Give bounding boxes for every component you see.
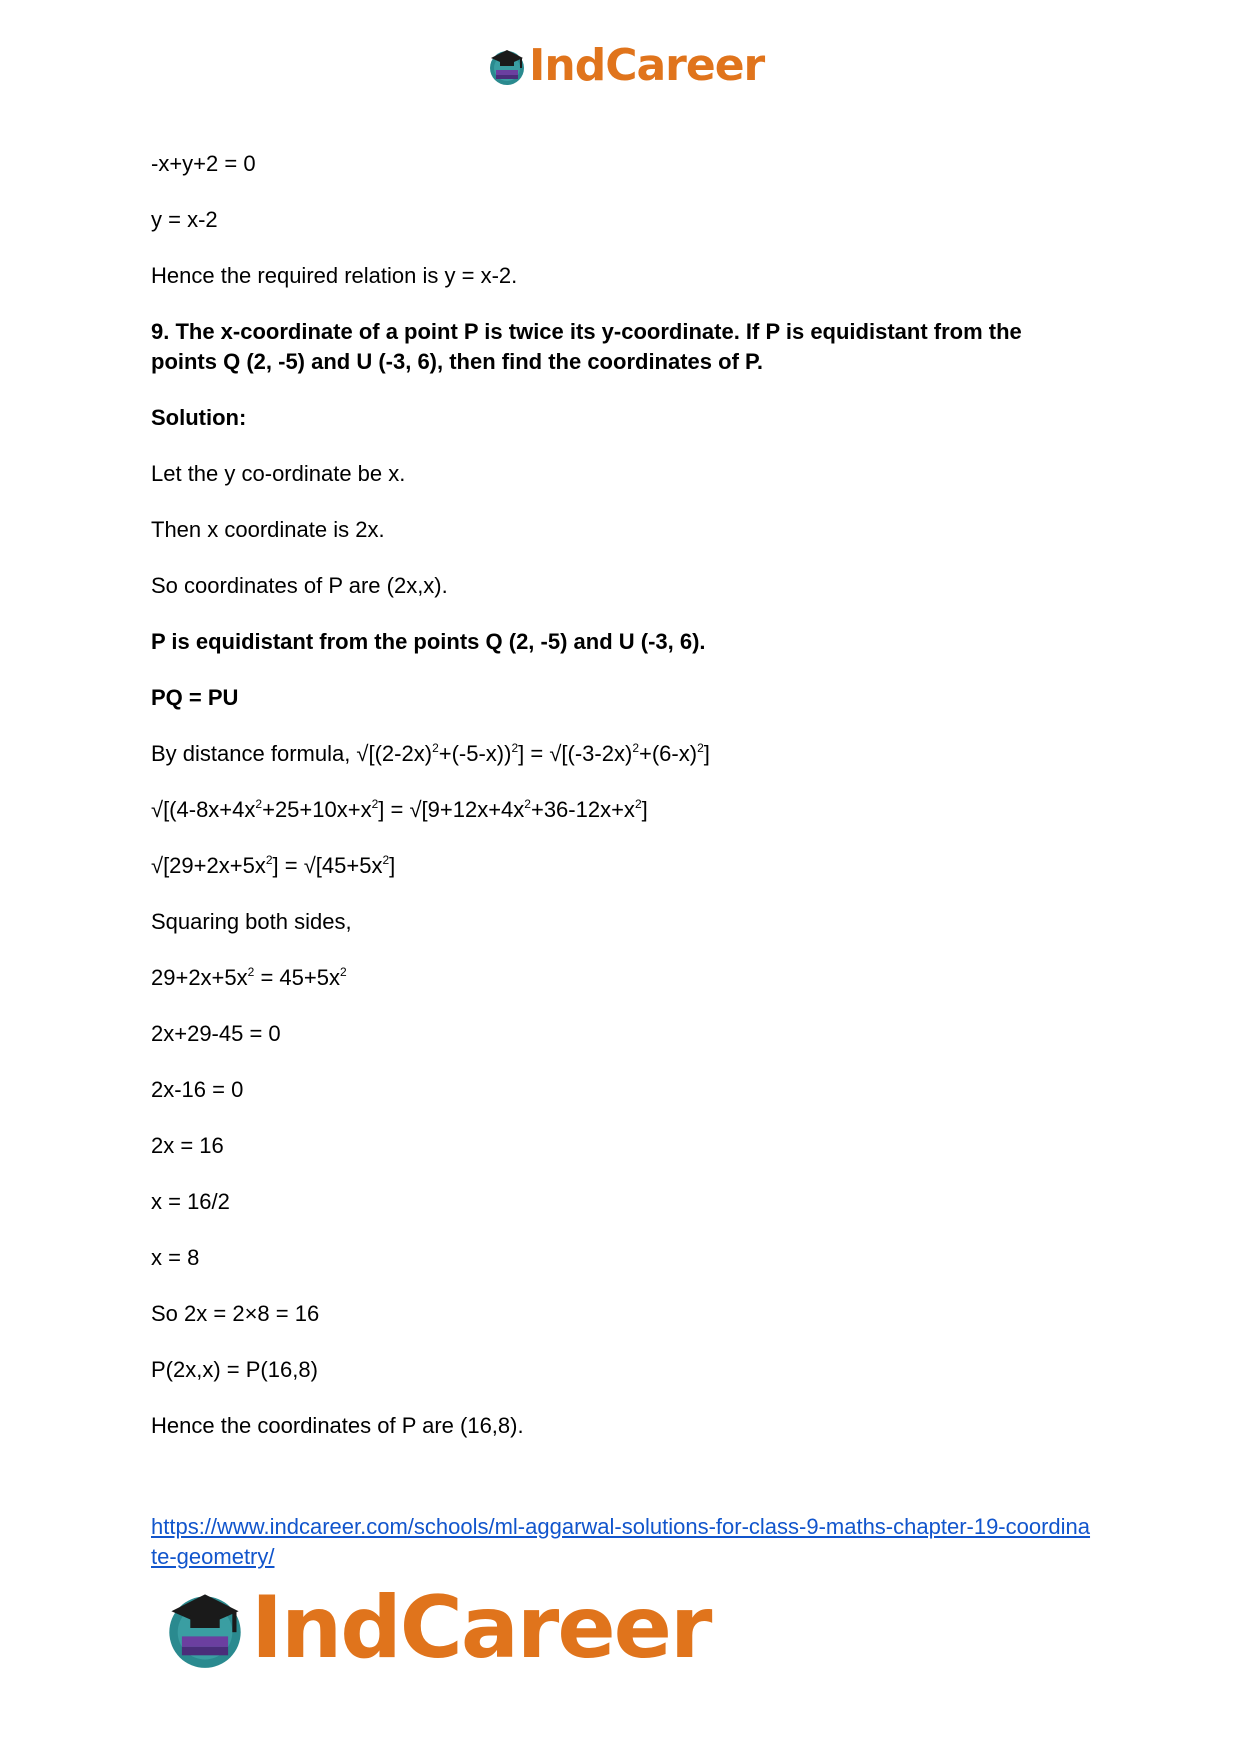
equation-step: 2x-16 = 0 (151, 1077, 244, 1102)
text-line: -x+y+2 = 0 (151, 151, 256, 176)
simplified-line: $√[29+2x+5x^2] = √[45+5x^2]$ (151, 853, 396, 878)
equation-step: x = 8 (151, 1245, 200, 1270)
solution-step: Let the y co-ordinate be x. (151, 461, 406, 486)
source-url-link[interactable]: https://www.indcareer.com/schools/ml-aggarwal-solutions-for-class-9-maths-chapter-19-coordinate-geometry/ (151, 1514, 1091, 1569)
squaring-line: Squaring both sides, (151, 909, 352, 934)
header-logo-text: IndCareer (529, 40, 765, 91)
equation-step: So 2x = 2×8 = 16 (151, 1301, 320, 1326)
equidistant-statement: P is equidistant from the points Q (2, -5) and U (-3, 6). (151, 629, 706, 654)
footer-logo-text: IndCareer (251, 1578, 711, 1678)
solution-label: Solution: (151, 405, 247, 430)
pq-equals-pu: PQ = PU (151, 685, 239, 710)
text-line: Hence the required relation is y = x-2. (151, 263, 518, 288)
graduation-cap-logo-icon (487, 46, 527, 86)
solution-step: Then x coordinate is 2x. (151, 517, 385, 542)
conclusion-line: Hence the coordinates of P are (16,8). (151, 1413, 524, 1438)
expansion-line: $√[(4-8x+4x^2+25+10x+x^2] = √[9+12x+4x^2+36-12x+x^2]$ (151, 797, 648, 822)
graduation-cap-logo-icon (163, 1586, 247, 1670)
squared-equation: $29+2x+5x^2 = 45+5x^2$ (151, 965, 347, 990)
distance-formula-line: By distance formula, $√[(2-2x)^2+(-5-x))^2] = √[(-3-2x)^2+(6-x)^2]$ (151, 741, 710, 766)
equation-step: 2x = 16 (151, 1133, 224, 1158)
footer-logo (163, 1578, 711, 1678)
solution-step: So coordinates of P are (2x,x). (151, 573, 448, 598)
header-logo (487, 40, 765, 91)
question-9: 9. The x-coordinate of a point P is twice its y-coordinate. If P is equidistant from the points Q (2, -5) and U (-3, 6), then find the coordinates of P. (151, 319, 1022, 374)
equation-step: P(2x,x) = P(16,8) (151, 1357, 318, 1382)
document-body (151, 149, 1091, 1467)
equation-step: 2x+29-45 = 0 (151, 1021, 281, 1046)
equation-step: x = 16/2 (151, 1189, 230, 1214)
text-line: y = x-2 (151, 207, 218, 232)
